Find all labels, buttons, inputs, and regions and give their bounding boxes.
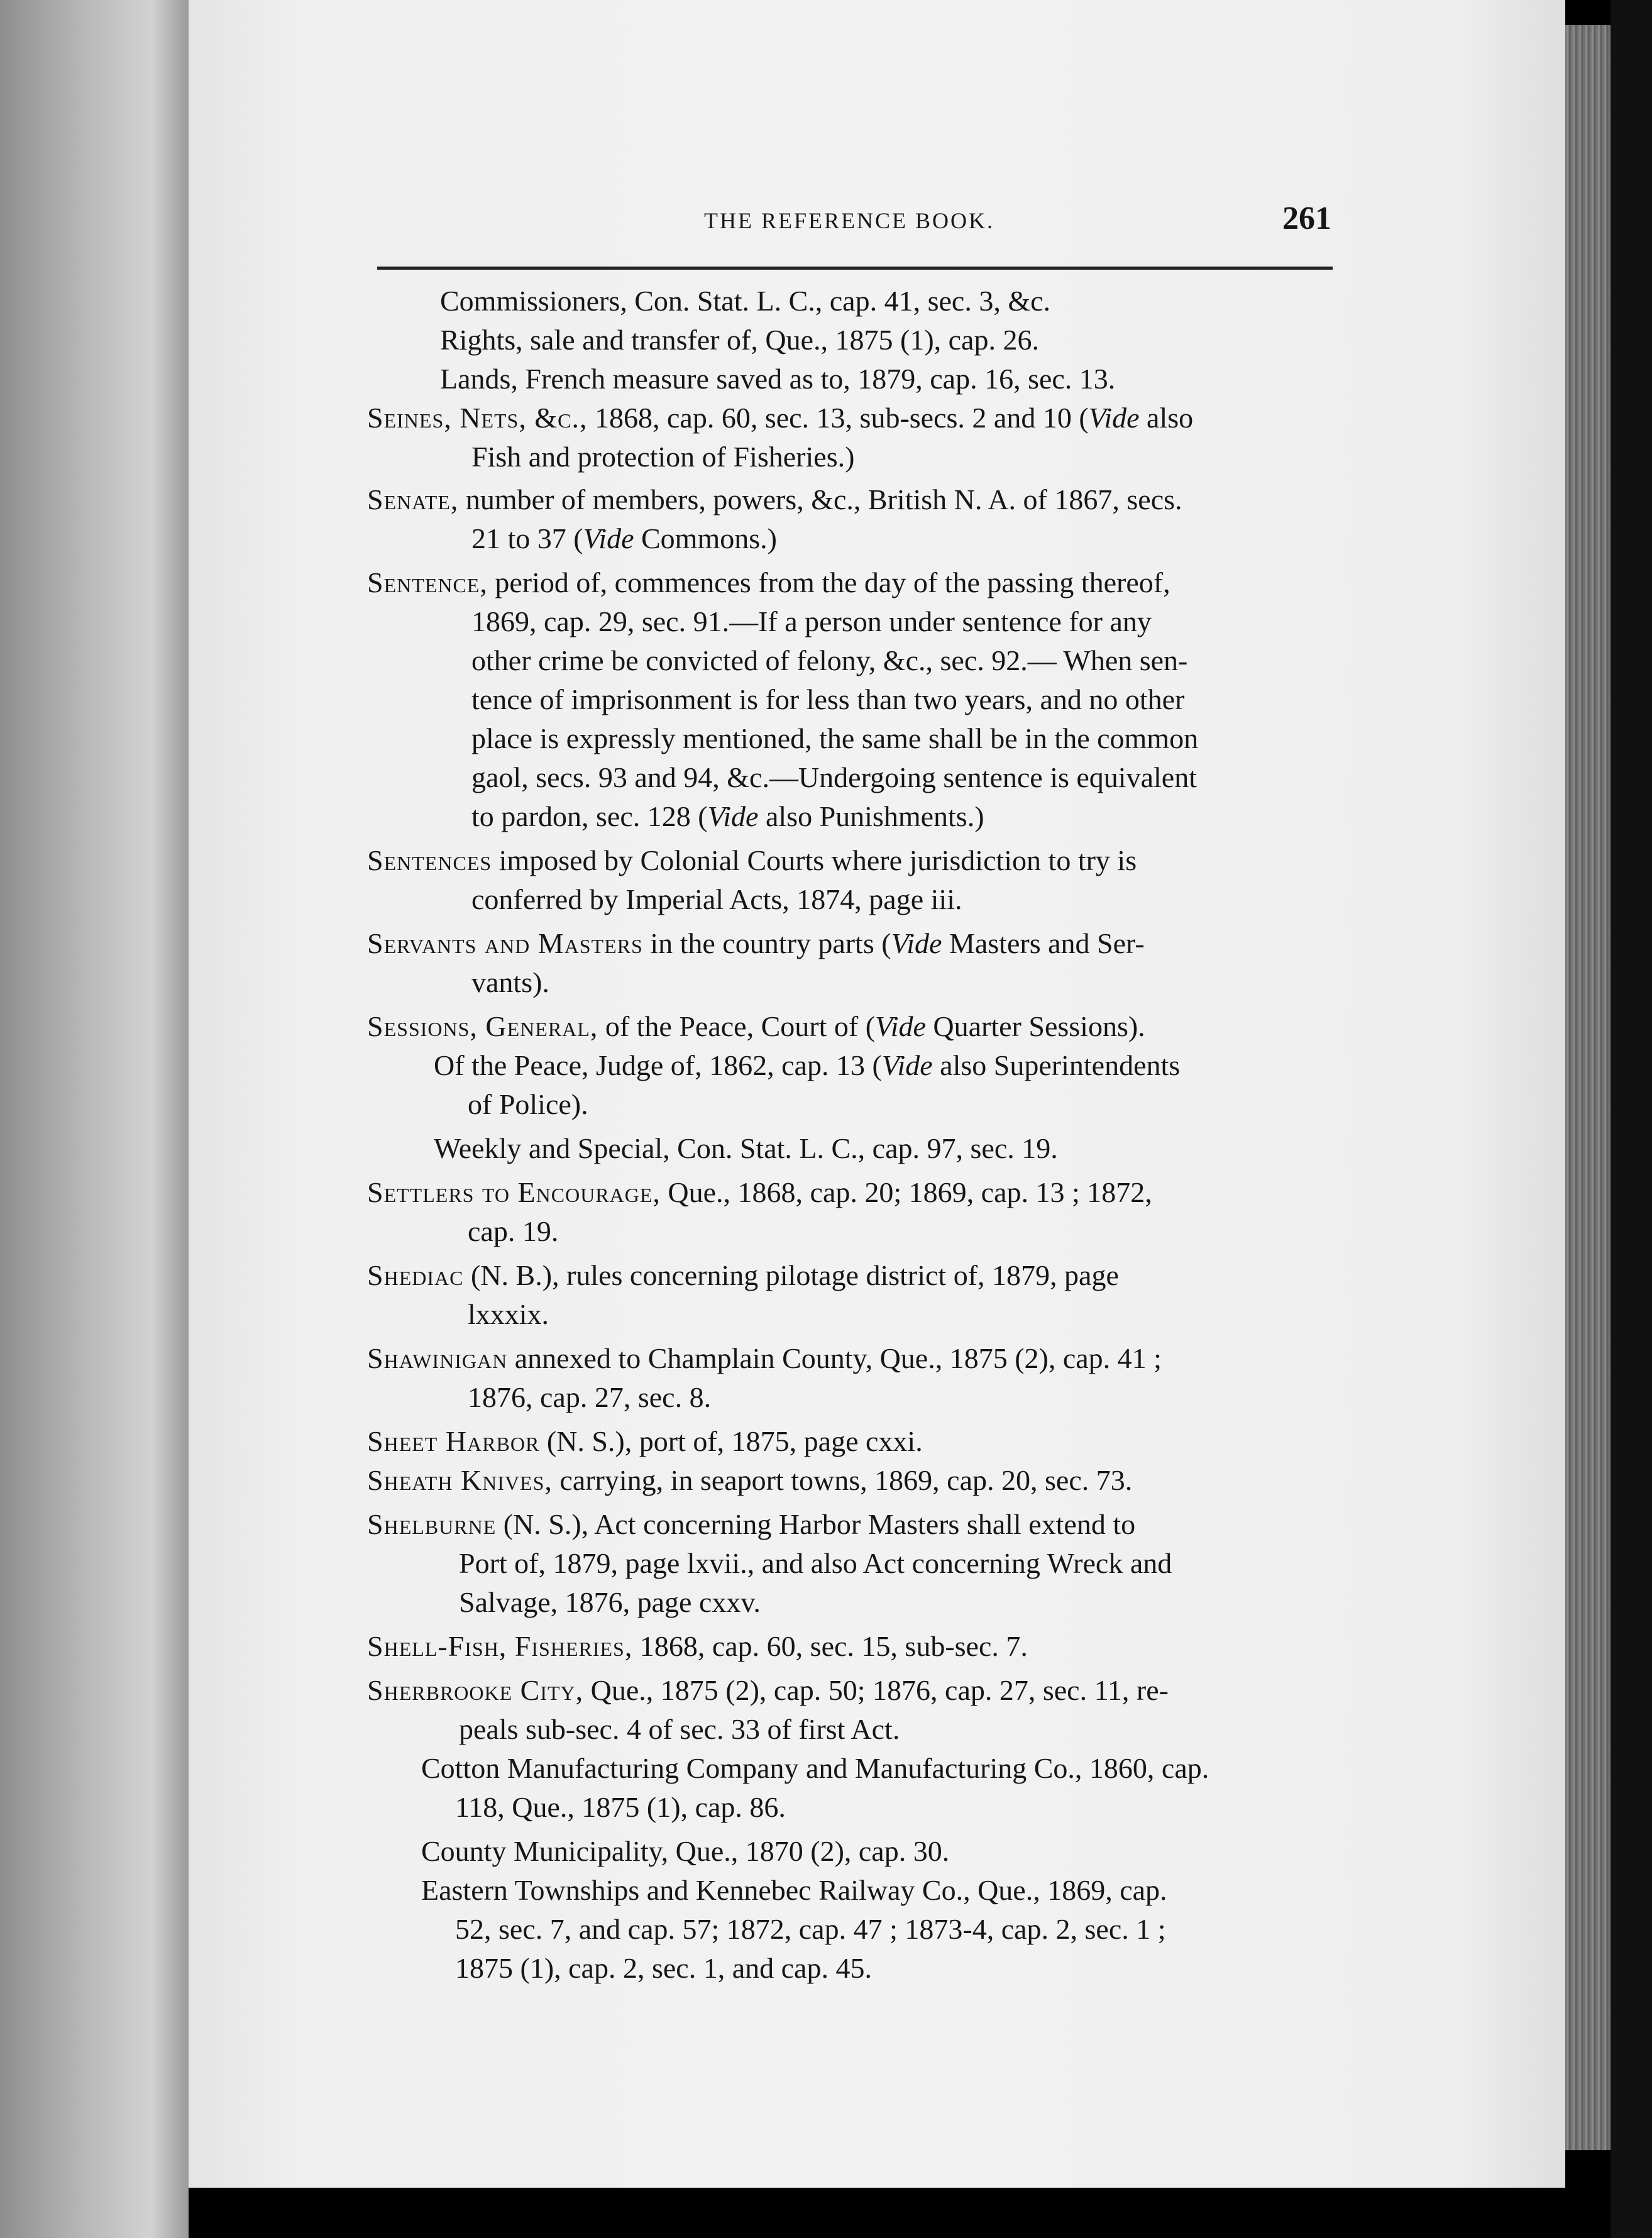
- entry-line: [367, 1256, 1119, 1295]
- entry-line: [471, 963, 549, 1002]
- line-text: 1869, cap. 29, sec. 91.—If a person under sentence for any: [471, 605, 1152, 637]
- line-text: Que., 1875 (2), cap. 50; 1876, cap. 27, sec. 11, re-: [583, 1674, 1169, 1706]
- entry-line: [367, 563, 1170, 602]
- entry-line: [471, 438, 854, 477]
- line-text: 21 to 37 (: [471, 522, 583, 554]
- page-number: 261: [1282, 201, 1331, 236]
- line-text: Port of, 1879, page lxvii., and also Act concerning Wreck and: [459, 1547, 1172, 1579]
- entry-line: [455, 1910, 1166, 1949]
- line-text: cap. 19.: [468, 1215, 559, 1247]
- entry-line: [367, 1671, 1169, 1710]
- vide-word: Vide: [707, 800, 759, 832]
- line-tail: Quarter Sessions).: [925, 1010, 1145, 1042]
- entry-heading: Sherbrooke City,: [367, 1674, 584, 1706]
- entry-line: [471, 797, 984, 836]
- line-text: 1876, cap. 27, sec. 8.: [468, 1381, 712, 1413]
- vide-word: Vide: [891, 927, 942, 959]
- vide-word: Vide: [1088, 402, 1140, 434]
- entry-line: [440, 360, 1115, 399]
- line-text: number of members, powers, &c., British N. A. of 1867, secs.: [458, 483, 1182, 515]
- line-text: other crime be convicted of felony, &c., sec. 92.— When sen-: [471, 644, 1188, 676]
- entry-heading: Sessions, General,: [367, 1010, 598, 1042]
- entry-line: [459, 1544, 1172, 1583]
- entry-line: [367, 1339, 1162, 1378]
- line-text: period of, commences from the day of the passing thereof,: [487, 566, 1170, 598]
- entry-line: [367, 1461, 1132, 1500]
- entry-line: [434, 1129, 1058, 1168]
- entry-heading: Seines, Nets, &c.,: [367, 402, 588, 434]
- entry-line: [440, 282, 1050, 321]
- vide-word: Vide: [875, 1010, 926, 1042]
- entry-heading: Sheath Knives,: [367, 1464, 553, 1496]
- entry-line: [459, 1710, 900, 1749]
- line-text: Of the Peace, Judge of, 1862, cap. 13 (: [434, 1049, 882, 1081]
- line-text: of Police).: [468, 1088, 588, 1120]
- line-text: 52, sec. 7, and cap. 57; 1872, cap. 47 ; 1873-4, cap. 2, sec. 1 ;: [455, 1913, 1166, 1945]
- entry-heading: Sentence,: [367, 566, 488, 598]
- line-text: vants).: [471, 966, 549, 998]
- entry-line: [471, 680, 1184, 719]
- line-text: peals sub-sec. 4 of sec. 33 of first Act.: [459, 1713, 900, 1745]
- entry-heading: Shediac: [367, 1259, 464, 1291]
- entry-heading: Senate,: [367, 483, 459, 515]
- entry-line: [367, 480, 1182, 519]
- facing-page-edge: [0, 0, 189, 2238]
- entry-line: [471, 641, 1187, 680]
- entry-line: [459, 1583, 761, 1622]
- line-text: conferred by Imperial Acts, 1874, page iii.: [471, 883, 962, 915]
- entry-line: [367, 399, 1193, 438]
- line-tail: also Superintendents: [932, 1049, 1181, 1081]
- page-edges-shadow: [1611, 0, 1652, 2238]
- entry-line: [367, 1173, 1152, 1212]
- line-text: (N. S.), port of, 1875, page cxxi.: [539, 1425, 923, 1457]
- entry-line: [440, 321, 1039, 360]
- entry-line: [471, 719, 1198, 758]
- entry-heading: Shawinigan: [367, 1342, 508, 1374]
- entry-line: [471, 519, 777, 558]
- entry-line: [421, 1871, 1167, 1910]
- line-text: carrying, in seaport towns, 1869, cap. 20, sec. 73.: [552, 1464, 1133, 1496]
- entry-line: [468, 1295, 549, 1334]
- line-text: Fish and protection of Fisheries.): [471, 441, 855, 473]
- line-text: 1875 (1), cap. 2, sec. 1, and cap. 45.: [455, 1952, 872, 1984]
- line-tail: also Punishments.): [758, 800, 984, 832]
- line-text: gaol, secs. 93 and 94, &c.—Undergoing sentence is equivalent: [471, 761, 1197, 793]
- entry-heading: Shell-Fish, Fisheries,: [367, 1630, 633, 1662]
- entry-heading: Settlers to Encourage,: [367, 1176, 661, 1208]
- line-text: Salvage, 1876, page cxxv.: [459, 1586, 761, 1618]
- line-text: Lands, French measure saved as to, 1879, cap. 16, sec. 13.: [440, 363, 1116, 395]
- entry-line: [468, 1378, 711, 1417]
- entry-line: [471, 880, 962, 919]
- line-tail: Masters and Ser-: [942, 927, 1145, 959]
- entry-line: [367, 1007, 1145, 1046]
- entry-line: [455, 1788, 786, 1827]
- line-text: County Municipality, Que., 1870 (2), cap. 30.: [421, 1835, 950, 1867]
- entry-line: [468, 1085, 588, 1124]
- line-text: Rights, sale and transfer of, Que., 1875 (1), cap. 26.: [440, 324, 1039, 356]
- entry-heading: Sheet Harbor: [367, 1425, 540, 1457]
- entry-line: [367, 841, 1137, 880]
- line-text: in the country parts (: [642, 927, 891, 959]
- entry-heading: Sentences: [367, 844, 492, 876]
- line-text: 1868, cap. 60, sec. 15, sub-sec. 7.: [632, 1630, 1028, 1662]
- line-text: (N. B.), rules concerning pilotage district of, 1879, page: [463, 1259, 1119, 1291]
- entry-line: [367, 1505, 1135, 1544]
- entry-line: [455, 1949, 872, 1988]
- line-text: lxxxix.: [468, 1298, 549, 1330]
- line-text: imposed by Colonial Courts where jurisdiction to try is: [492, 844, 1137, 876]
- line-text: tence of imprisonment is for less than two years, and no other: [471, 683, 1185, 715]
- line-tail: Commons.): [634, 522, 777, 554]
- entry-line: [421, 1832, 949, 1871]
- entry-heading: Shelburne: [367, 1508, 497, 1540]
- header-rule: [377, 267, 1333, 270]
- line-text: Cotton Manufacturing Company and Manufacturing Co., 1860, cap.: [421, 1752, 1209, 1784]
- entry-line: [367, 1422, 923, 1461]
- line-text: 118, Que., 1875 (1), cap. 86.: [455, 1791, 786, 1823]
- line-text: of the Peace, Court of (: [598, 1010, 876, 1042]
- vide-word: Vide: [881, 1049, 933, 1081]
- line-text: annexed to Champlain County, Que., 1875 (2), cap. 41 ;: [507, 1342, 1162, 1374]
- line-tail: also: [1139, 402, 1194, 434]
- entry-heading: Servants and Masters: [367, 927, 643, 959]
- line-text: (N. S.), Act concerning Harbor Masters shall extend to: [496, 1508, 1136, 1540]
- line-text: Commissioners, Con. Stat. L. C., cap. 41, sec. 3, &c.: [440, 285, 1051, 317]
- entry-line: [421, 1749, 1209, 1788]
- line-text: place is expressly mentioned, the same shall be in the common: [471, 722, 1199, 754]
- line-text: 1868, cap. 60, sec. 13, sub-secs. 2 and 10 (: [587, 402, 1089, 434]
- running-header: THE REFERENCE BOOK.: [704, 208, 994, 233]
- vide-word: Vide: [583, 522, 634, 554]
- entry-line: [471, 602, 1152, 641]
- line-text: Eastern Townships and Kennebec Railway Co., Que., 1869, cap.: [421, 1874, 1167, 1906]
- entry-line: [367, 1627, 1028, 1666]
- entry-line: [468, 1212, 558, 1251]
- line-text: Que., 1868, cap. 20; 1869, cap. 13 ; 1872,: [660, 1176, 1152, 1208]
- line-text: to pardon, sec. 128 (: [471, 800, 708, 832]
- entry-line: [434, 1046, 1180, 1085]
- page-edges: [1565, 25, 1611, 2150]
- entry-line: [367, 924, 1145, 963]
- entry-line: [471, 758, 1197, 797]
- line-text: Weekly and Special, Con. Stat. L. C., cap. 97, sec. 19.: [434, 1132, 1058, 1164]
